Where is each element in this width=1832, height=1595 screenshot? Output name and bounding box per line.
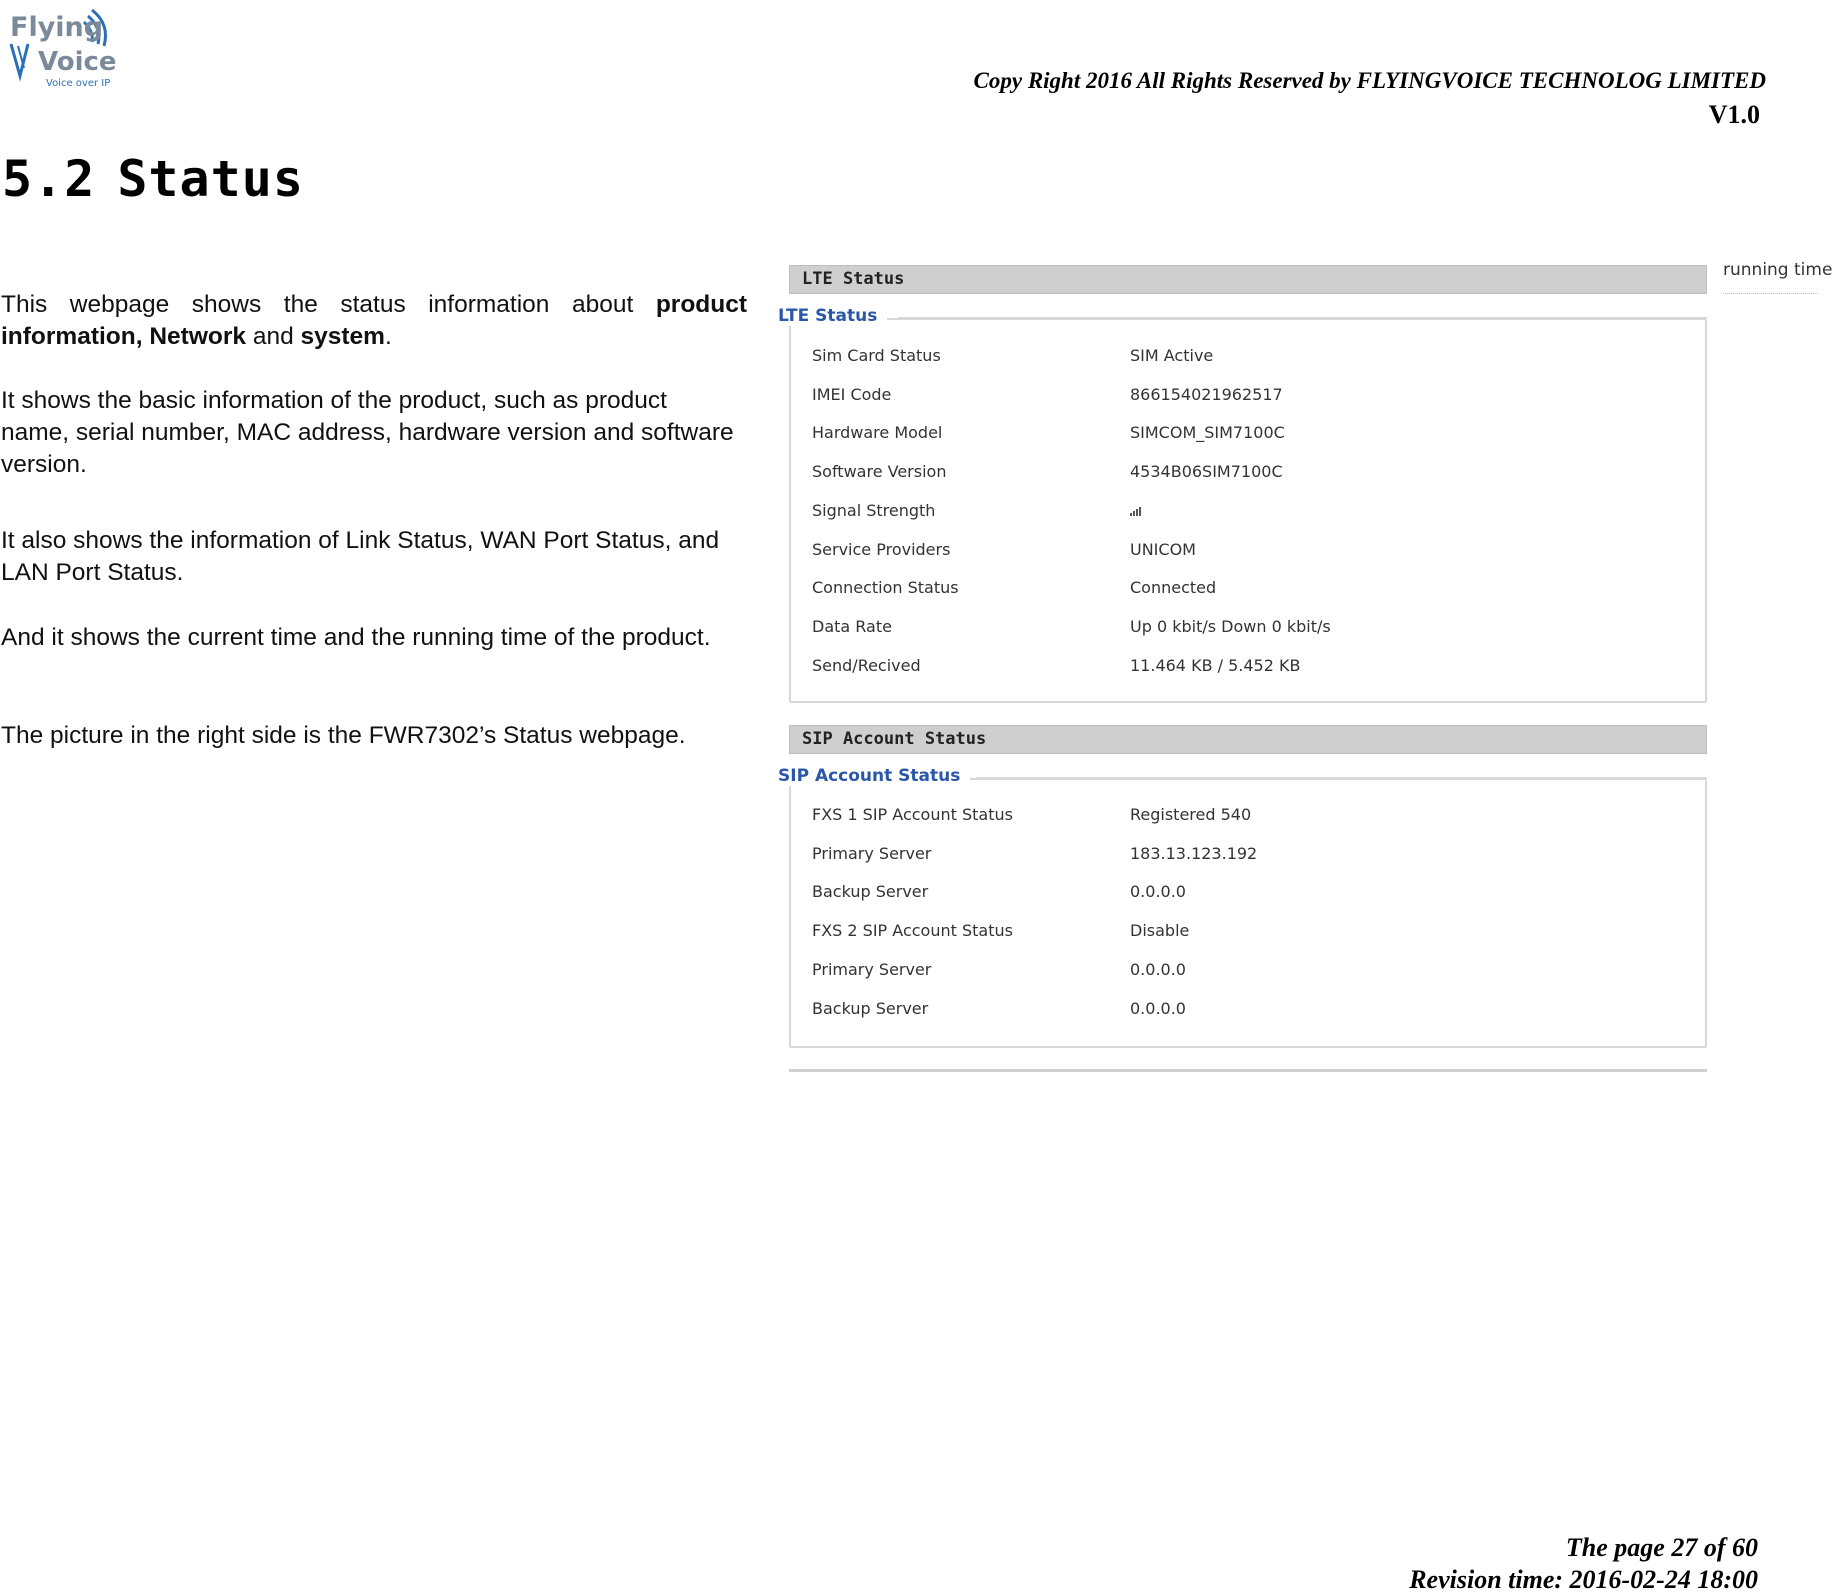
status-row — [812, 385, 1692, 411]
section-title: Status — [117, 150, 304, 208]
lte-status-legend: LTE Status — [778, 306, 887, 326]
status-row — [812, 462, 1692, 488]
status-row — [812, 346, 1692, 372]
status-row-value: 183.13.123.192 — [1130, 843, 1258, 863]
flyingvoice-logo — [8, 2, 120, 90]
copyright-notice: Copy Right 2016 All Rights Reserved by FLYINGVOICE TECHNOLOG LIMITED — [973, 68, 1766, 93]
link-status-paragraph: It also shows the information of Link Status, WAN Port Status, and LAN Port Status. — [1, 527, 720, 586]
status-row-label: Send/Recived — [812, 655, 921, 675]
bold-term-product: product information, Network — [1, 291, 747, 350]
status-row-value: SIM Active — [1130, 346, 1214, 365]
status-row-label: Backup Server — [812, 882, 929, 902]
status-row-value: 0.0.0.0 — [1130, 882, 1186, 902]
status-row-label: IMEI Code — [812, 384, 892, 404]
status-row-value: 0.0.0.0 — [1130, 998, 1186, 1018]
screenshot-bottom-divider — [789, 1069, 1707, 1072]
status-row-label: Connection Status — [812, 578, 959, 598]
logo-line1: Flying — [10, 12, 104, 43]
basic-info-paragraph: It shows the basic information of the product, such as product name, serial number, MAC address, hardware version and software version. — [1, 387, 734, 478]
running-time-label: running time — [1723, 260, 1832, 280]
status-row — [812, 578, 1692, 604]
signal-strength-icon — [1130, 501, 1142, 520]
status-row-label: Data Rate — [812, 616, 892, 636]
status-row-label: Backup Server — [812, 998, 929, 1018]
status-row — [812, 656, 1692, 682]
status-row-value: Registered 540 — [1130, 805, 1252, 824]
status-row-value: Up 0 kbit/s Down 0 kbit/s — [1130, 616, 1331, 636]
status-row-label: Service Providers — [812, 539, 951, 559]
status-row — [812, 999, 1692, 1025]
status-row-value: Disable — [1130, 921, 1190, 941]
status-row-label: Sim Card Status — [812, 346, 941, 365]
section-number: 5.2 — [2, 150, 96, 208]
logo-line2: Voice — [38, 47, 117, 77]
status-row — [812, 540, 1692, 566]
lte-status-header: LTE Status — [789, 265, 1707, 294]
intro-paragraph: This webpage shows the status information about product information, Network and system. — [1, 291, 747, 350]
sip-account-status-legend: SIP Account Status — [778, 766, 970, 786]
revision-time: Revision time: 2016-02-24 18:00 — [1409, 1565, 1758, 1594]
status-row-label: Primary Server — [812, 843, 932, 863]
status-webpage-screenshot — [776, 255, 1818, 1075]
page-number: The page 27 of 60 — [1565, 1533, 1758, 1562]
status-row-value: 0.0.0.0 — [1130, 959, 1186, 979]
document-version: V1.0 — [1708, 100, 1760, 129]
status-row-label: FXS 1 SIP Account Status — [812, 805, 1013, 824]
status-row — [812, 921, 1692, 947]
running-time-divider — [1723, 293, 1818, 294]
status-row-value: 866154021962517 — [1130, 384, 1283, 404]
status-row-value: 4534B06SIM7100C — [1130, 462, 1283, 482]
bold-term-system: system — [300, 323, 385, 350]
logo-tagline: Voice over IP — [46, 78, 111, 89]
status-row — [812, 501, 1692, 527]
section-heading — [2, 150, 304, 208]
sip-account-status-header: SIP Account Status — [789, 725, 1707, 754]
picture-note-paragraph: The picture in the right side is the FWR7302’s Status webpage. — [1, 722, 686, 749]
status-row-label: Hardware Model — [812, 423, 943, 443]
status-row-value: Connected — [1130, 578, 1217, 598]
status-row-label: Primary Server — [812, 959, 932, 979]
status-row — [812, 844, 1692, 870]
status-row — [812, 882, 1692, 908]
status-row-value: 11.464 KB / 5.452 KB — [1130, 655, 1301, 675]
status-row-label: Signal Strength — [812, 500, 936, 520]
status-row — [812, 960, 1692, 986]
status-row-value: UNICOM — [1130, 539, 1196, 559]
time-paragraph: And it shows the current time and the running time of the product. — [1, 624, 711, 651]
status-row-label: FXS 2 SIP Account Status — [812, 921, 1013, 941]
status-row — [812, 805, 1692, 831]
status-row-label: Software Version — [812, 462, 947, 482]
status-row — [812, 617, 1692, 643]
status-row-value: SIMCOM_SIM7100C — [1130, 423, 1285, 443]
status-row — [812, 423, 1692, 449]
